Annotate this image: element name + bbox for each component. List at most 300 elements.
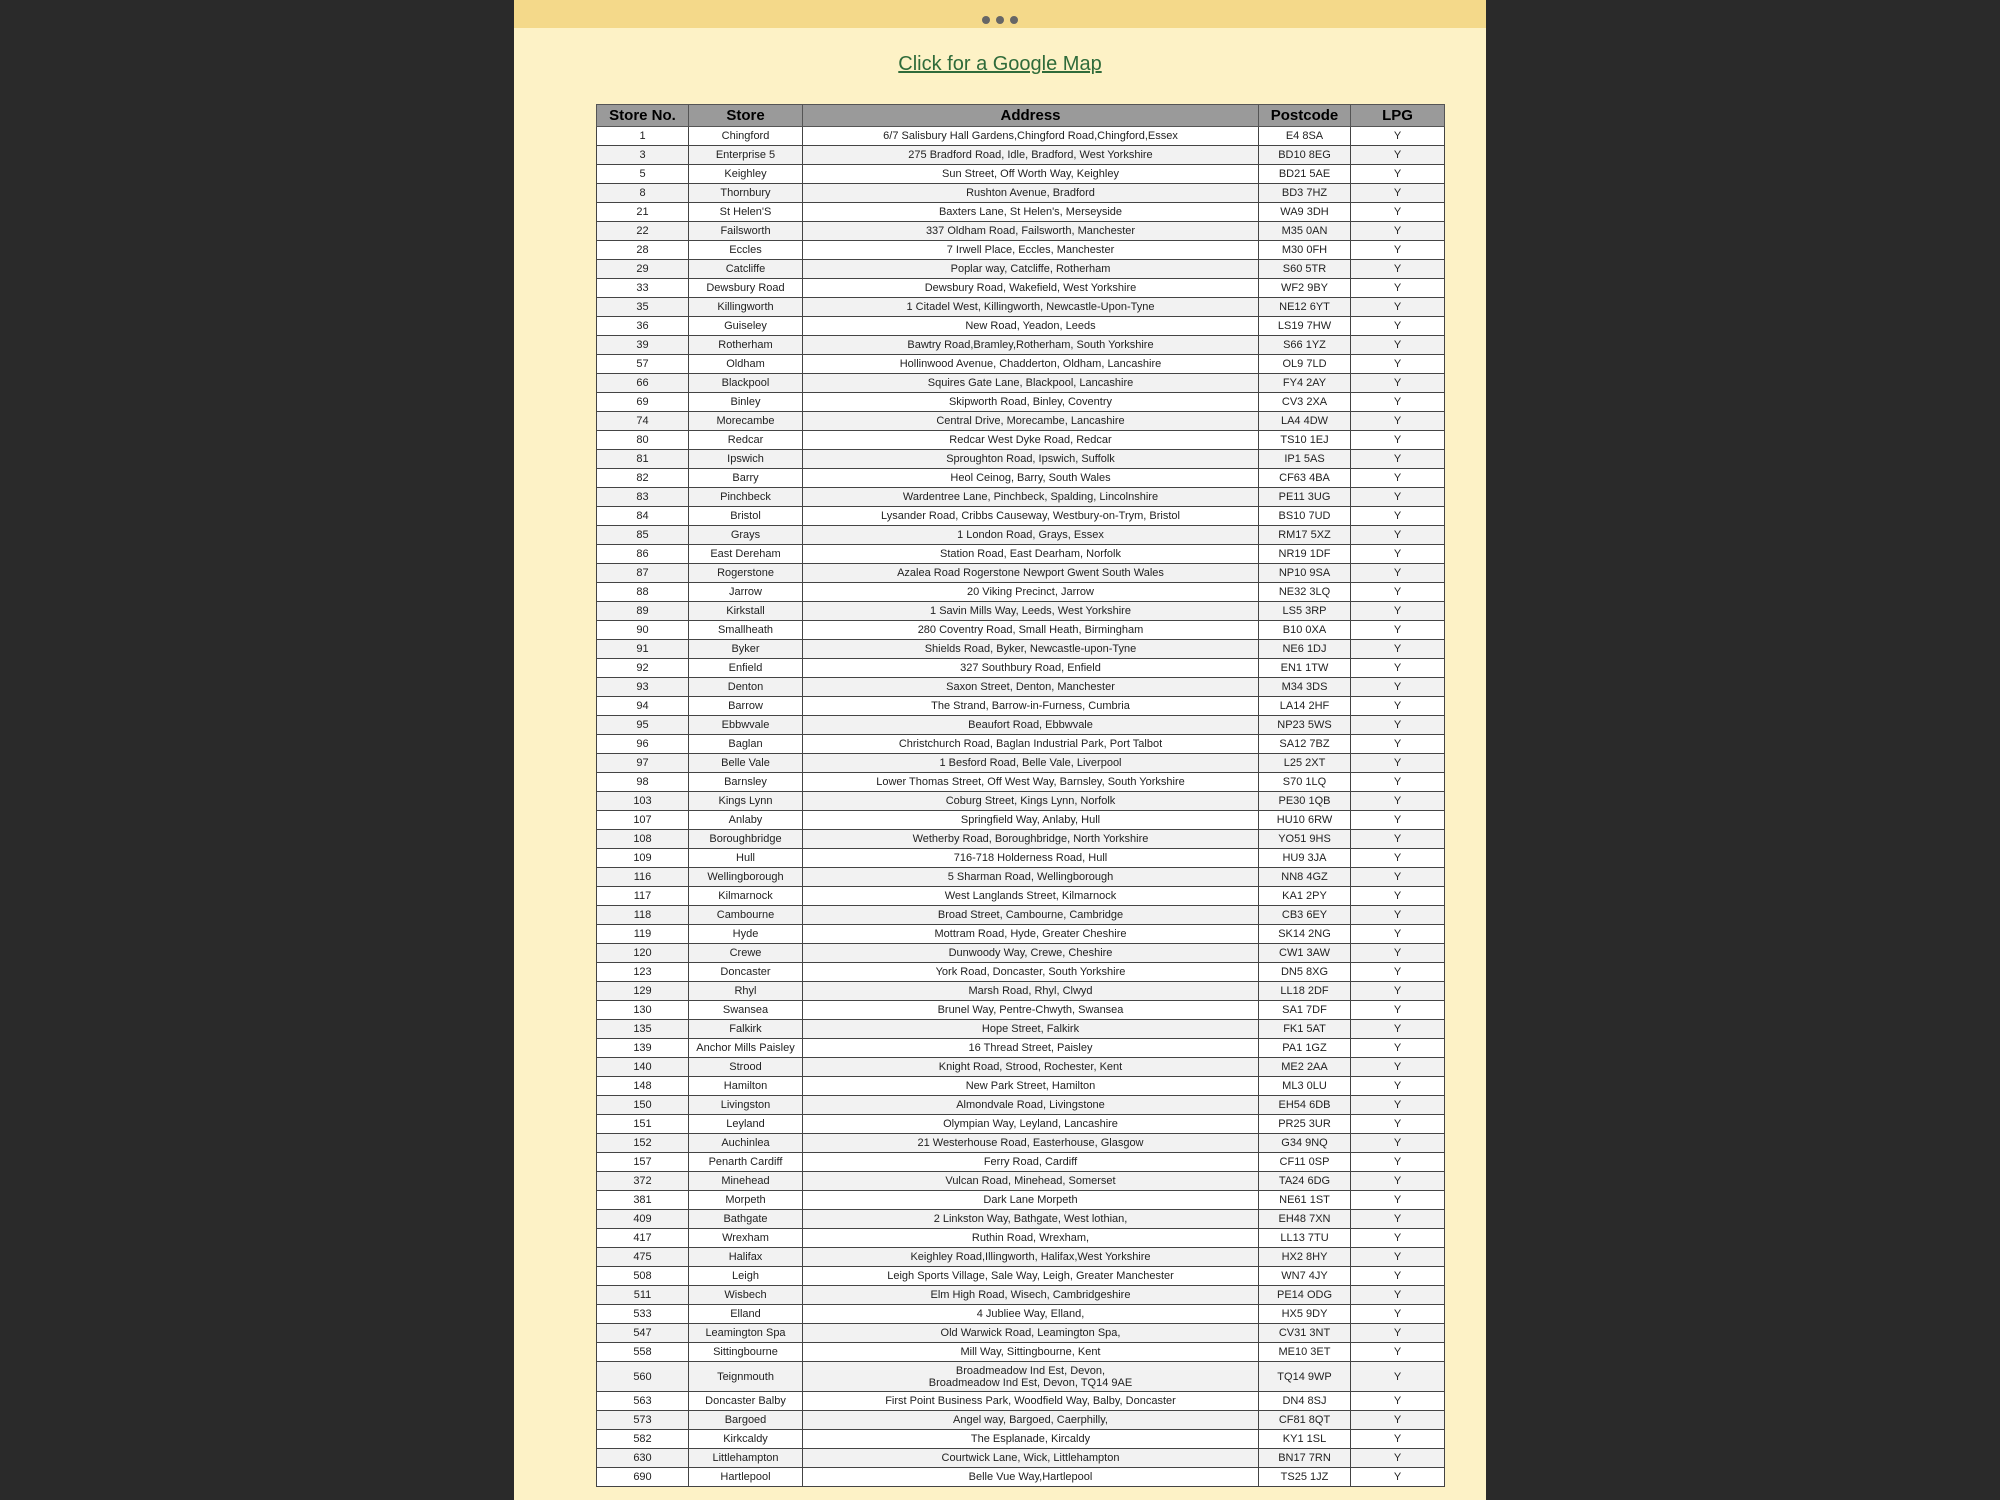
postcode-cell: WN7 4JY xyxy=(1259,1267,1351,1286)
address-cell: West Langlands Street, Kilmarnock xyxy=(803,887,1259,906)
lpg-cell: Y xyxy=(1351,1449,1445,1468)
store-no-cell: 135 xyxy=(597,1020,689,1039)
lpg-cell: Y xyxy=(1351,811,1445,830)
table-row xyxy=(597,602,1445,621)
store-cell: Kirkstall xyxy=(689,602,803,621)
postcode-cell: LL18 2DF xyxy=(1259,982,1351,1001)
table-row xyxy=(597,222,1445,241)
postcode-cell: NP23 5WS xyxy=(1259,716,1351,735)
lpg-cell: Y xyxy=(1351,1115,1445,1134)
lpg-cell: Y xyxy=(1351,431,1445,450)
lpg-cell: Y xyxy=(1351,260,1445,279)
postcode-cell: DN4 8SJ xyxy=(1259,1392,1351,1411)
lpg-cell: Y xyxy=(1351,621,1445,640)
lpg-cell: Y xyxy=(1351,982,1445,1001)
postcode-cell: ME10 3ET xyxy=(1259,1343,1351,1362)
address-cell: Old Warwick Road, Leamington Spa, xyxy=(803,1324,1259,1343)
google-map-link[interactable]: Click for a Google Map xyxy=(898,53,1102,75)
address-cell: Hope Street, Falkirk xyxy=(803,1020,1259,1039)
table-row xyxy=(597,450,1445,469)
store-cell: Hyde xyxy=(689,925,803,944)
address-cell: Christchurch Road, Baglan Industrial Park, Port Talbot xyxy=(803,735,1259,754)
table-row xyxy=(597,773,1445,792)
postcode-cell: NN8 4GZ xyxy=(1259,868,1351,887)
more-options-icon[interactable] xyxy=(514,16,1486,24)
postcode-cell: HU9 3JA xyxy=(1259,849,1351,868)
store-no-cell: 84 xyxy=(597,507,689,526)
store-no-cell: 558 xyxy=(597,1343,689,1362)
postcode-cell: B10 0XA xyxy=(1259,621,1351,640)
store-cell: Oldham xyxy=(689,355,803,374)
address-cell: Springfield Way, Anlaby, Hull xyxy=(803,811,1259,830)
table-row xyxy=(597,374,1445,393)
store-cell: Elland xyxy=(689,1305,803,1324)
store-no-cell: 81 xyxy=(597,450,689,469)
store-no-cell: 508 xyxy=(597,1267,689,1286)
address-cell: 4 Jubliee Way, Elland, xyxy=(803,1305,1259,1324)
address-cell: Central Drive, Morecambe, Lancashire xyxy=(803,412,1259,431)
lpg-cell: Y xyxy=(1351,583,1445,602)
lpg-cell: Y xyxy=(1351,906,1445,925)
lpg-cell: Y xyxy=(1351,754,1445,773)
address-cell: Knight Road, Strood, Rochester, Kent xyxy=(803,1058,1259,1077)
table-row xyxy=(597,1468,1445,1487)
store-cell: Killingworth xyxy=(689,298,803,317)
address-cell: Broadmeadow Ind Est, Devon, Broadmeadow Ind Est, Devon, TQ14 9AE xyxy=(803,1362,1259,1392)
address-cell: Sun Street, Off Worth Way, Keighley xyxy=(803,165,1259,184)
table-row xyxy=(597,1343,1445,1362)
lpg-cell: Y xyxy=(1351,1077,1445,1096)
postcode-cell: TQ14 9WP xyxy=(1259,1362,1351,1392)
store-no-cell: 5 xyxy=(597,165,689,184)
postcode-cell: L25 2XT xyxy=(1259,754,1351,773)
lpg-cell: Y xyxy=(1351,1286,1445,1305)
address-cell: Poplar way, Catcliffe, Rotherham xyxy=(803,260,1259,279)
store-cell: Keighley xyxy=(689,165,803,184)
postcode-cell: IP1 5AS xyxy=(1259,450,1351,469)
table-row xyxy=(597,678,1445,697)
postcode-cell: BD21 5AE xyxy=(1259,165,1351,184)
table-row xyxy=(597,1058,1445,1077)
table-row xyxy=(597,1039,1445,1058)
lpg-cell: Y xyxy=(1351,317,1445,336)
lpg-cell: Y xyxy=(1351,1248,1445,1267)
store-no-cell: 35 xyxy=(597,298,689,317)
table-row xyxy=(597,1449,1445,1468)
store-cell: Smallheath xyxy=(689,621,803,640)
postcode-cell: DN5 8XG xyxy=(1259,963,1351,982)
table-row xyxy=(597,697,1445,716)
store-no-cell: 97 xyxy=(597,754,689,773)
table-row xyxy=(597,298,1445,317)
store-no-cell: 108 xyxy=(597,830,689,849)
store-cell: Wisbech xyxy=(689,1286,803,1305)
table-row xyxy=(597,1210,1445,1229)
store-no-cell: 28 xyxy=(597,241,689,260)
store-cell: Leigh xyxy=(689,1267,803,1286)
address-cell: The Strand, Barrow-in-Furness, Cumbria xyxy=(803,697,1259,716)
lpg-cell: Y xyxy=(1351,735,1445,754)
lpg-cell: Y xyxy=(1351,1210,1445,1229)
store-cell: Enfield xyxy=(689,659,803,678)
store-cell: Redcar xyxy=(689,431,803,450)
store-cell: Anchor Mills Paisley xyxy=(689,1039,803,1058)
lpg-cell: Y xyxy=(1351,184,1445,203)
table-row xyxy=(597,1305,1445,1324)
store-cell: Barnsley xyxy=(689,773,803,792)
store-no-cell: 573 xyxy=(597,1411,689,1430)
address-cell: Skipworth Road, Binley, Coventry xyxy=(803,393,1259,412)
table-row xyxy=(597,146,1445,165)
address-cell: 327 Southbury Road, Enfield xyxy=(803,659,1259,678)
postcode-cell: CF11 0SP xyxy=(1259,1153,1351,1172)
table-row xyxy=(597,1248,1445,1267)
store-cell: Swansea xyxy=(689,1001,803,1020)
dot-icon xyxy=(996,16,1004,24)
header-lpg: LPG xyxy=(1351,105,1445,127)
postcode-cell: OL9 7LD xyxy=(1259,355,1351,374)
store-no-cell: 140 xyxy=(597,1058,689,1077)
postcode-cell: ME2 2AA xyxy=(1259,1058,1351,1077)
store-cell: Pinchbeck xyxy=(689,488,803,507)
store-no-cell: 563 xyxy=(597,1392,689,1411)
address-cell: Vulcan Road, Minehead, Somerset xyxy=(803,1172,1259,1191)
store-cell: Dewsbury Road xyxy=(689,279,803,298)
postcode-cell: S66 1YZ xyxy=(1259,336,1351,355)
store-cell: Catcliffe xyxy=(689,260,803,279)
store-no-cell: 109 xyxy=(597,849,689,868)
store-cell: Littlehampton xyxy=(689,1449,803,1468)
lpg-cell: Y xyxy=(1351,1153,1445,1172)
lpg-cell: Y xyxy=(1351,1343,1445,1362)
lpg-cell: Y xyxy=(1351,792,1445,811)
address-cell: Redcar West Dyke Road, Redcar xyxy=(803,431,1259,450)
address-cell: New Park Street, Hamilton xyxy=(803,1077,1259,1096)
store-no-cell: 130 xyxy=(597,1001,689,1020)
address-cell: York Road, Doncaster, South Yorkshire xyxy=(803,963,1259,982)
table-row xyxy=(597,545,1445,564)
lpg-cell: Y xyxy=(1351,868,1445,887)
store-cell: Auchinlea xyxy=(689,1134,803,1153)
address-cell: Ruthin Road, Wrexham, xyxy=(803,1229,1259,1248)
lpg-cell: Y xyxy=(1351,412,1445,431)
store-no-cell: 690 xyxy=(597,1468,689,1487)
store-cell: St Helen'S xyxy=(689,203,803,222)
store-no-cell: 85 xyxy=(597,526,689,545)
postcode-cell: KA1 2PY xyxy=(1259,887,1351,906)
table-row xyxy=(597,1077,1445,1096)
lpg-cell: Y xyxy=(1351,1267,1445,1286)
lpg-cell: Y xyxy=(1351,1039,1445,1058)
postcode-cell: M30 0FH xyxy=(1259,241,1351,260)
table-row xyxy=(597,184,1445,203)
store-no-cell: 95 xyxy=(597,716,689,735)
table-row xyxy=(597,621,1445,640)
store-cell: Cambourne xyxy=(689,906,803,925)
postcode-cell: G34 9NQ xyxy=(1259,1134,1351,1153)
postcode-cell: SA12 7BZ xyxy=(1259,735,1351,754)
postcode-cell: TS25 1JZ xyxy=(1259,1468,1351,1487)
address-cell: 1 Savin Mills Way, Leeds, West Yorkshire xyxy=(803,602,1259,621)
table-row xyxy=(597,925,1445,944)
store-no-cell: 87 xyxy=(597,564,689,583)
store-cell: Chingford xyxy=(689,127,803,146)
store-no-cell: 547 xyxy=(597,1324,689,1343)
table-row xyxy=(597,241,1445,260)
store-no-cell: 417 xyxy=(597,1229,689,1248)
lpg-cell: Y xyxy=(1351,450,1445,469)
postcode-cell: HX2 8HY xyxy=(1259,1248,1351,1267)
address-cell: Mill Way, Sittingbourne, Kent xyxy=(803,1343,1259,1362)
table-row xyxy=(597,868,1445,887)
postcode-cell: M35 0AN xyxy=(1259,222,1351,241)
store-cell: Penarth Cardiff xyxy=(689,1153,803,1172)
address-cell: 6/7 Salisbury Hall Gardens,Chingford Road,Chingford,Essex xyxy=(803,127,1259,146)
address-cell: Marsh Road, Rhyl, Clwyd xyxy=(803,982,1259,1001)
address-cell: Baxters Lane, St Helen's, Merseyside xyxy=(803,203,1259,222)
postcode-cell: LS5 3RP xyxy=(1259,602,1351,621)
address-cell: Lower Thomas Street, Off West Way, Barnsley, South Yorkshire xyxy=(803,773,1259,792)
store-cell: Morpeth xyxy=(689,1191,803,1210)
store-no-cell: 533 xyxy=(597,1305,689,1324)
postcode-cell: HU10 6RW xyxy=(1259,811,1351,830)
table-row xyxy=(597,1172,1445,1191)
store-cell: Sittingbourne xyxy=(689,1343,803,1362)
store-no-cell: 66 xyxy=(597,374,689,393)
table-row xyxy=(597,1286,1445,1305)
postcode-cell: WF2 9BY xyxy=(1259,279,1351,298)
store-cell: Crewe xyxy=(689,944,803,963)
address-cell: Bawtry Road,Bramley,Rotherham, South Yorkshire xyxy=(803,336,1259,355)
address-cell: Olympian Way, Leyland, Lancashire xyxy=(803,1115,1259,1134)
address-cell: Azalea Road Rogerstone Newport Gwent South Wales xyxy=(803,564,1259,583)
address-cell: Shields Road, Byker, Newcastle-upon-Tyne xyxy=(803,640,1259,659)
table-row xyxy=(597,1229,1445,1248)
address-cell: Elm High Road, Wisech, Cambridgeshire xyxy=(803,1286,1259,1305)
store-cell: Kilmarnock xyxy=(689,887,803,906)
store-no-cell: 118 xyxy=(597,906,689,925)
lpg-cell: Y xyxy=(1351,564,1445,583)
store-no-cell: 123 xyxy=(597,963,689,982)
store-cell: Ipswich xyxy=(689,450,803,469)
address-cell: New Road, Yeadon, Leeds xyxy=(803,317,1259,336)
postcode-cell: ML3 0LU xyxy=(1259,1077,1351,1096)
lpg-cell: Y xyxy=(1351,146,1445,165)
lpg-cell: Y xyxy=(1351,1096,1445,1115)
address-cell: 20 Viking Precinct, Jarrow xyxy=(803,583,1259,602)
table-row xyxy=(597,412,1445,431)
address-cell: The Esplanade, Kircaldy xyxy=(803,1430,1259,1449)
table-row xyxy=(597,355,1445,374)
store-no-cell: 74 xyxy=(597,412,689,431)
address-cell: 1 London Road, Grays, Essex xyxy=(803,526,1259,545)
store-table xyxy=(596,104,1445,1487)
postcode-cell: TS10 1EJ xyxy=(1259,431,1351,450)
store-cell: Livingston xyxy=(689,1096,803,1115)
table-row xyxy=(597,336,1445,355)
store-no-cell: 151 xyxy=(597,1115,689,1134)
lpg-cell: Y xyxy=(1351,241,1445,260)
lpg-cell: Y xyxy=(1351,925,1445,944)
header-store-no: Store No. xyxy=(597,105,689,127)
store-cell: Failsworth xyxy=(689,222,803,241)
lpg-cell: Y xyxy=(1351,697,1445,716)
store-cell: Anlaby xyxy=(689,811,803,830)
lpg-cell: Y xyxy=(1351,355,1445,374)
store-cell: Bargoed xyxy=(689,1411,803,1430)
postcode-cell: HX5 9DY xyxy=(1259,1305,1351,1324)
table-row xyxy=(597,982,1445,1001)
postcode-cell: CW1 3AW xyxy=(1259,944,1351,963)
address-cell: Dunwoody Way, Crewe, Cheshire xyxy=(803,944,1259,963)
postcode-cell: CB3 6EY xyxy=(1259,906,1351,925)
store-cell: Barry xyxy=(689,469,803,488)
postcode-cell: RM17 5XZ xyxy=(1259,526,1351,545)
store-no-cell: 22 xyxy=(597,222,689,241)
address-cell: 2 Linkston Way, Bathgate, West lothian, xyxy=(803,1210,1259,1229)
store-cell: Belle Vale xyxy=(689,754,803,773)
address-cell: 716-718 Holderness Road, Hull xyxy=(803,849,1259,868)
address-cell: 1 Citadel West, Killingworth, Newcastle-Upon-Tyne xyxy=(803,298,1259,317)
store-no-cell: 39 xyxy=(597,336,689,355)
lpg-cell: Y xyxy=(1351,887,1445,906)
lpg-cell: Y xyxy=(1351,963,1445,982)
postcode-cell: BN17 7RN xyxy=(1259,1449,1351,1468)
store-cell: Boroughbridge xyxy=(689,830,803,849)
address-cell: 337 Oldham Road, Failsworth, Manchester xyxy=(803,222,1259,241)
lpg-cell: Y xyxy=(1351,1324,1445,1343)
store-no-cell: 148 xyxy=(597,1077,689,1096)
address-cell: Brunel Way, Pentre-Chwyth, Swansea xyxy=(803,1001,1259,1020)
store-no-cell: 120 xyxy=(597,944,689,963)
postcode-cell: NP10 9SA xyxy=(1259,564,1351,583)
address-cell: First Point Business Park, Woodfield Way, Balby, Doncaster xyxy=(803,1392,1259,1411)
table-row xyxy=(597,279,1445,298)
address-cell: Rushton Avenue, Bradford xyxy=(803,184,1259,203)
postcode-cell: BS10 7UD xyxy=(1259,507,1351,526)
address-cell: 16 Thread Street, Paisley xyxy=(803,1039,1259,1058)
store-no-cell: 139 xyxy=(597,1039,689,1058)
postcode-cell: CV3 2XA xyxy=(1259,393,1351,412)
postcode-cell: FK1 5AT xyxy=(1259,1020,1351,1039)
postcode-cell: PR25 3UR xyxy=(1259,1115,1351,1134)
store-no-cell: 409 xyxy=(597,1210,689,1229)
table-row xyxy=(597,1153,1445,1172)
table-row xyxy=(597,469,1445,488)
store-cell: Minehead xyxy=(689,1172,803,1191)
table-row xyxy=(597,1362,1445,1392)
lpg-cell: Y xyxy=(1351,1020,1445,1039)
lpg-cell: Y xyxy=(1351,849,1445,868)
lpg-cell: Y xyxy=(1351,1134,1445,1153)
store-no-cell: 129 xyxy=(597,982,689,1001)
lpg-cell: Y xyxy=(1351,507,1445,526)
store-no-cell: 57 xyxy=(597,355,689,374)
lpg-cell: Y xyxy=(1351,1468,1445,1487)
table-row xyxy=(597,526,1445,545)
lpg-cell: Y xyxy=(1351,1411,1445,1430)
lpg-cell: Y xyxy=(1351,1392,1445,1411)
store-cell: Byker xyxy=(689,640,803,659)
lpg-cell: Y xyxy=(1351,469,1445,488)
store-no-cell: 80 xyxy=(597,431,689,450)
postcode-cell: KY1 1SL xyxy=(1259,1430,1351,1449)
table-row xyxy=(597,203,1445,222)
address-cell: Keighley Road,Illingworth, Halifax,West Yorkshire xyxy=(803,1248,1259,1267)
address-cell: Squires Gate Lane, Blackpool, Lancashire xyxy=(803,374,1259,393)
lpg-cell: Y xyxy=(1351,602,1445,621)
postcode-cell: CV31 3NT xyxy=(1259,1324,1351,1343)
store-cell: Bathgate xyxy=(689,1210,803,1229)
table-row xyxy=(597,830,1445,849)
postcode-cell: SK14 2NG xyxy=(1259,925,1351,944)
postcode-cell: LA14 2HF xyxy=(1259,697,1351,716)
postcode-cell: YO51 9HS xyxy=(1259,830,1351,849)
store-no-cell: 475 xyxy=(597,1248,689,1267)
lpg-cell: Y xyxy=(1351,944,1445,963)
postcode-cell: NE61 1ST xyxy=(1259,1191,1351,1210)
store-no-cell: 372 xyxy=(597,1172,689,1191)
store-cell: Kirkcaldy xyxy=(689,1430,803,1449)
table-row xyxy=(597,716,1445,735)
dot-icon xyxy=(982,16,990,24)
table-row xyxy=(597,1324,1445,1343)
postcode-cell: PE11 3UG xyxy=(1259,488,1351,507)
table-row xyxy=(597,393,1445,412)
store-cell: Ebbwvale xyxy=(689,716,803,735)
address-cell: Coburg Street, Kings Lynn, Norfolk xyxy=(803,792,1259,811)
address-cell: Station Road, East Dearham, Norfolk xyxy=(803,545,1259,564)
lpg-cell: Y xyxy=(1351,830,1445,849)
address-cell: Heol Ceinog, Barry, South Wales xyxy=(803,469,1259,488)
address-cell: Almondvale Road, Livingstone xyxy=(803,1096,1259,1115)
store-no-cell: 116 xyxy=(597,868,689,887)
store-no-cell: 117 xyxy=(597,887,689,906)
store-no-cell: 8 xyxy=(597,184,689,203)
store-no-cell: 90 xyxy=(597,621,689,640)
lpg-cell: Y xyxy=(1351,374,1445,393)
postcode-cell: BD3 7HZ xyxy=(1259,184,1351,203)
lpg-cell: Y xyxy=(1351,203,1445,222)
postcode-cell: EH54 6DB xyxy=(1259,1096,1351,1115)
store-no-cell: 3 xyxy=(597,146,689,165)
table-row xyxy=(597,1430,1445,1449)
table-row xyxy=(597,906,1445,925)
table-row xyxy=(597,431,1445,450)
store-no-cell: 33 xyxy=(597,279,689,298)
postcode-cell: M34 3DS xyxy=(1259,678,1351,697)
lpg-cell: Y xyxy=(1351,127,1445,146)
table-row xyxy=(597,1001,1445,1020)
address-cell: Leigh Sports Village, Sale Way, Leigh, Greater Manchester xyxy=(803,1267,1259,1286)
address-cell: Sproughton Road, Ipswich, Suffolk xyxy=(803,450,1259,469)
store-no-cell: 152 xyxy=(597,1134,689,1153)
postcode-cell: NE6 1DJ xyxy=(1259,640,1351,659)
table-row xyxy=(597,811,1445,830)
table-row xyxy=(597,1134,1445,1153)
store-no-cell: 107 xyxy=(597,811,689,830)
postcode-cell: EN1 1TW xyxy=(1259,659,1351,678)
postcode-cell: S70 1LQ xyxy=(1259,773,1351,792)
store-no-cell: 86 xyxy=(597,545,689,564)
store-cell: Hartlepool xyxy=(689,1468,803,1487)
header-store: Store xyxy=(689,105,803,127)
lpg-cell: Y xyxy=(1351,1305,1445,1324)
store-no-cell: 96 xyxy=(597,735,689,754)
store-no-cell: 36 xyxy=(597,317,689,336)
postcode-cell: EH48 7XN xyxy=(1259,1210,1351,1229)
address-cell: Wardentree Lane, Pinchbeck, Spalding, Lincolnshire xyxy=(803,488,1259,507)
